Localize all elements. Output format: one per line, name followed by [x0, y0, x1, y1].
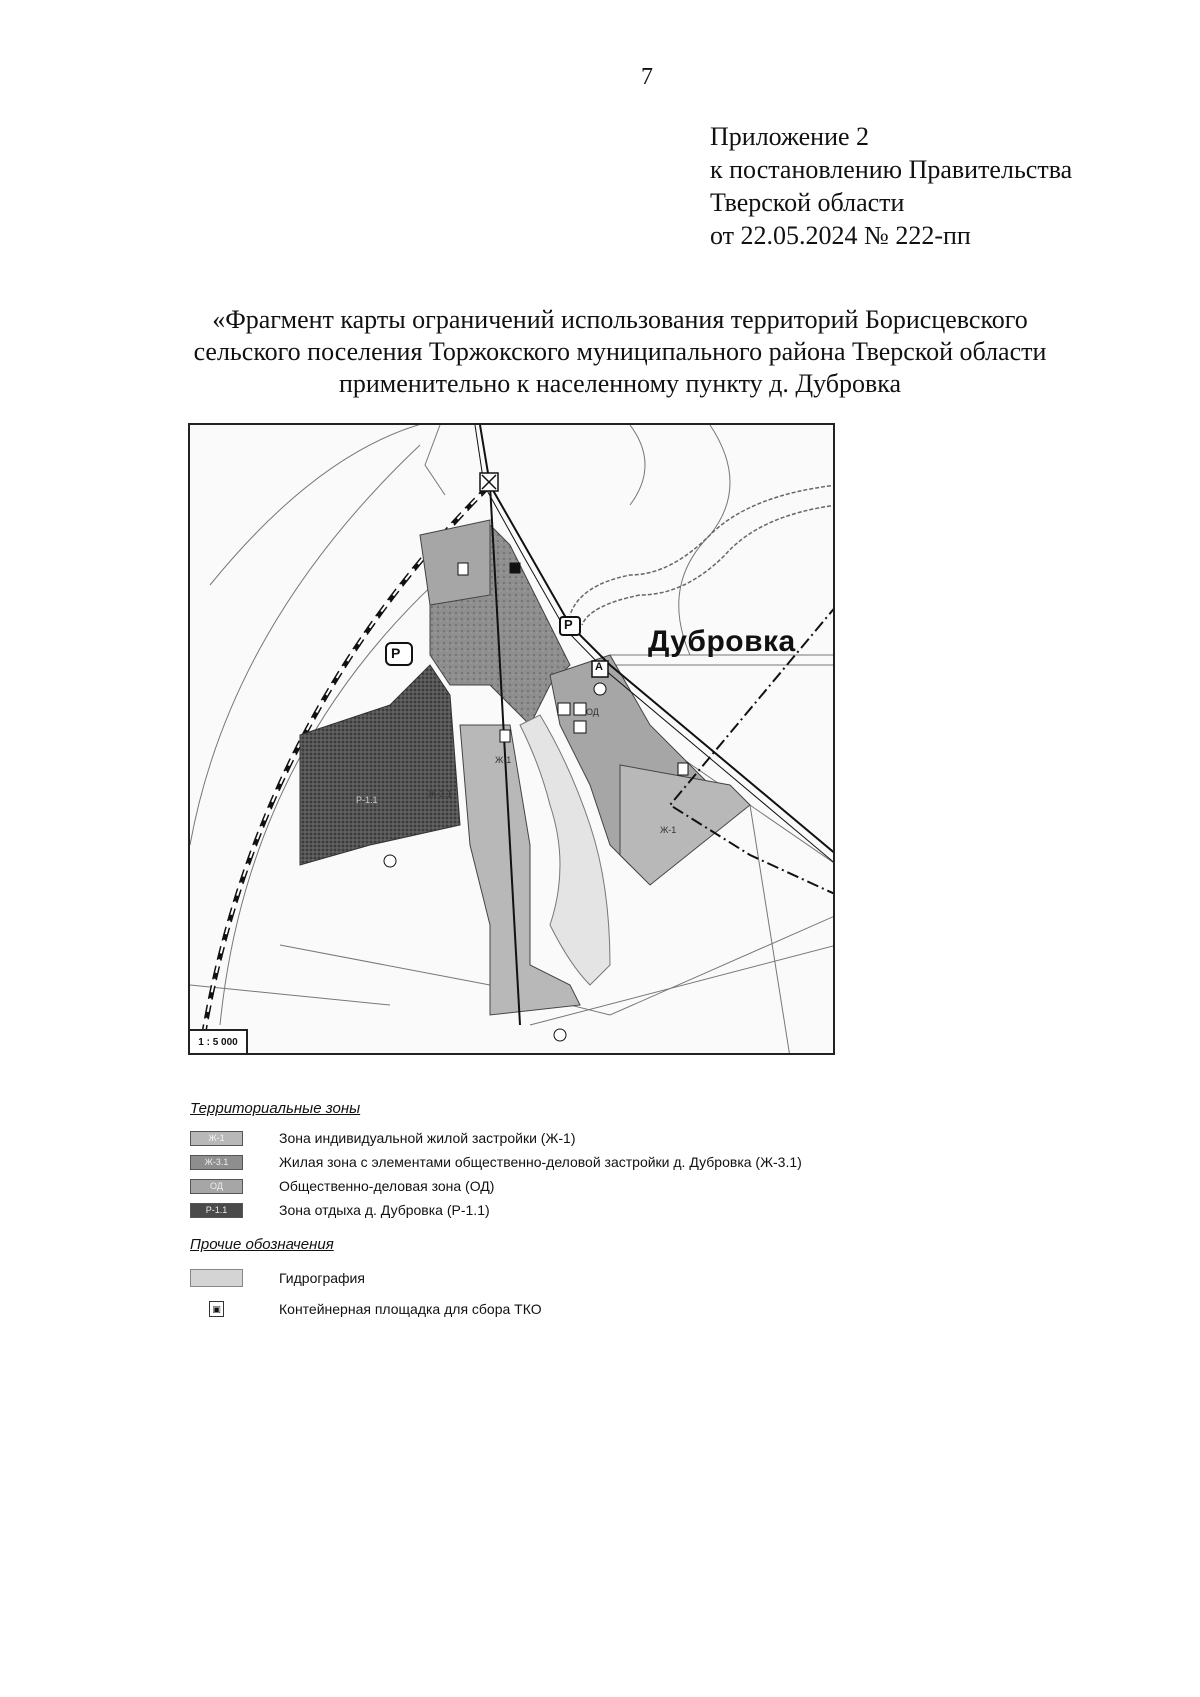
legend-item	[190, 1174, 890, 1198]
legend-item	[190, 1150, 890, 1174]
legend-label: Зона отдыха д. Дубровка (Р-1.1)	[279, 1202, 490, 1218]
village-label: Дубровка	[648, 625, 796, 658]
zone-mark-od: ОД	[586, 707, 599, 717]
map-scale: 1 : 5 000	[190, 1029, 248, 1053]
appendix-line: к постановлению Правительства	[710, 155, 1073, 184]
title-line: «Фрагмент карты ограничений использования территорий Борисцевского	[212, 305, 1028, 334]
waste-container-icon: ▣	[190, 1300, 243, 1318]
map-drawing	[190, 425, 835, 1055]
page-number: 7	[641, 64, 653, 90]
document-title	[160, 304, 1080, 400]
appendix-line: Тверской области	[710, 188, 905, 217]
legend-swatch-zh31: Ж-3.1	[190, 1155, 243, 1170]
legend-swatch-hydro	[190, 1269, 243, 1287]
map-fragment	[188, 423, 835, 1055]
legend-swatch-r11: Р-1.1	[190, 1203, 243, 1218]
legend-label: Жилая зона с элементами общественно-деловой застройки д. Дубровка (Ж-3.1)	[279, 1154, 802, 1170]
legend-heading-zones: Территориальные зоны	[190, 1100, 361, 1117]
parking-symbol: P	[564, 617, 573, 632]
legend-swatch-zh1: Ж-1	[190, 1131, 243, 1146]
appendix-block	[710, 120, 1072, 252]
appendix-line: Приложение 2	[710, 122, 870, 151]
bus-stop-symbol: A	[595, 661, 603, 673]
zone-mark-zh1: Ж-1	[660, 825, 677, 835]
legend-label: Гидрография	[279, 1270, 365, 1286]
appendix-line: от 22.05.2024 № 222-пп	[710, 221, 971, 250]
zone-mark-zh1: Ж-1	[495, 755, 512, 765]
title-line: применительно к населенному пункту д. Дубровка	[338, 369, 902, 398]
legend-item	[190, 1198, 890, 1222]
legend-item	[190, 1262, 890, 1294]
title-line: сельского поселения Торжокского муниципального района Тверской области	[193, 337, 1047, 366]
legend-label: Общественно-деловая зона (ОД)	[279, 1178, 495, 1194]
legend-label: Контейнерная площадка для сбора ТКО	[279, 1301, 542, 1317]
legend-item	[190, 1126, 890, 1150]
parking-symbol: P	[391, 645, 401, 661]
legend-heading-other: Прочие обозначения	[190, 1236, 334, 1253]
crossing-icon	[480, 473, 498, 491]
legend-item	[190, 1294, 890, 1324]
map-legend	[190, 1100, 890, 1324]
legend-swatch-od: ОД	[190, 1179, 243, 1194]
legend-label: Зона индивидуальной жилой застройки (Ж-1)	[279, 1130, 576, 1146]
zone-mark-zh31: Ж-3.1	[428, 789, 452, 799]
zone-mark-r11: Р-1.1	[356, 795, 378, 805]
